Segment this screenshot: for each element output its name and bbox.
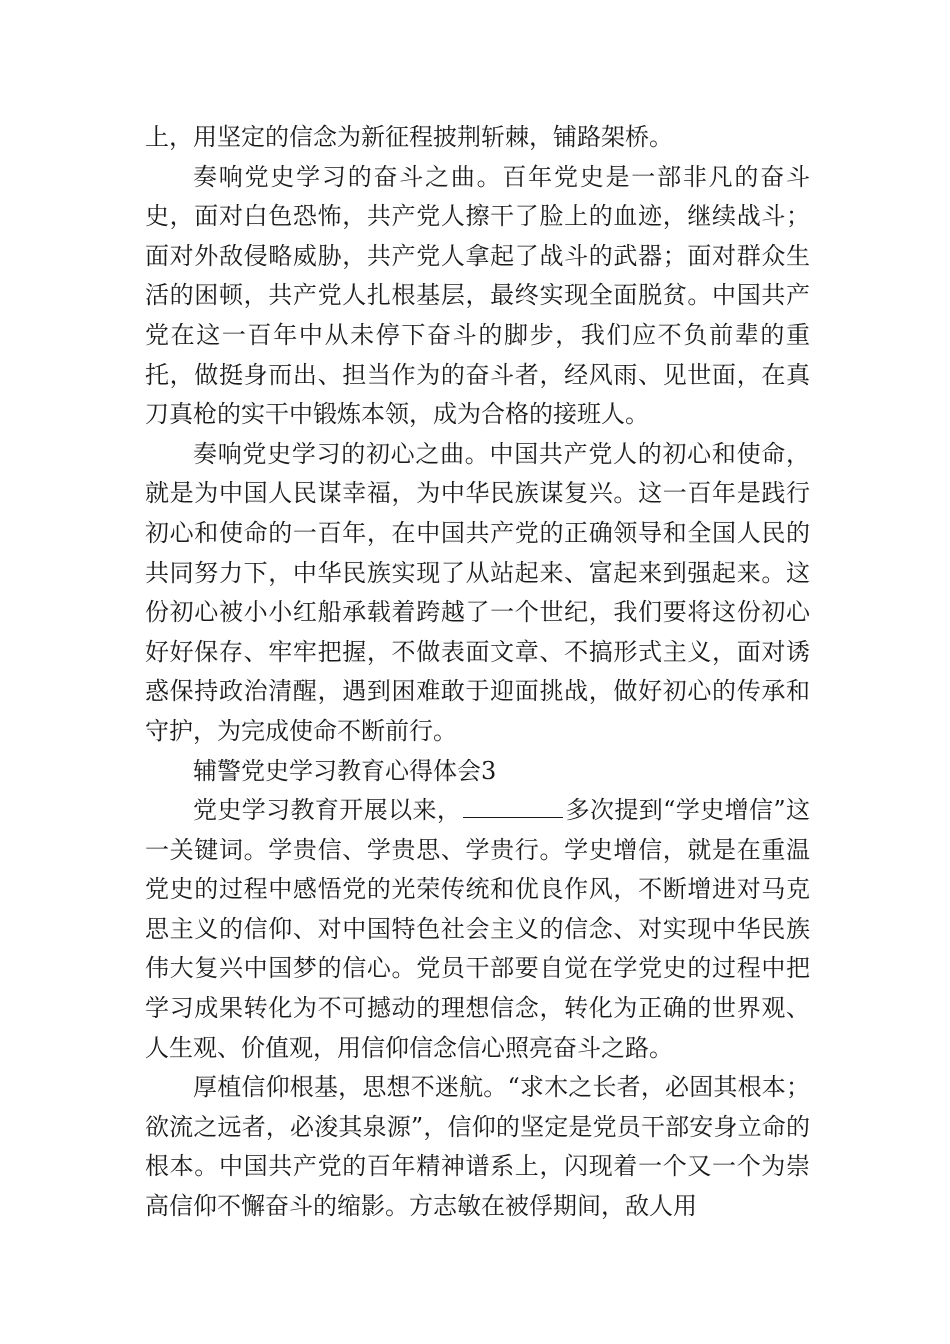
paragraph-struggle: 奏响党史学习的奋斗之曲。百年党史是一部非凡的奋斗史，面对白色恐怖，共产党人擦干了脸上的血迹，继续战斗；面对外敌侵略威胁，共产党人拿起了战斗的武器；面对群众生活的困顿，共产党人扎根基层，最终实现全面脱贫。中国共产党在这一百年中从未停下奋斗的脚步，我们应不负前辈的重托，做挺身而出、担当作为的奋斗者，经风雨、见世面，在真刀真枪的实干中锻炼本领，成为合格的接班人。 — [145, 162, 810, 429]
paragraph-learn-history-rest: 多次提到“学史增信”这一关键词。学贵信、学贵思、学贵行。学史增信，就是在重温党史的过程中感悟党的光荣传统和优良作风，不断增进对马克思主义的信仰、对中国特色社会主义的信念、对实现中华民族伟大复兴中国梦的信心。党员干部要自觉在学党史的过程中把学习成果转化为不可撼动的理想信念，转化为正确的世界观、人生观、价值观，用信仰信念信心照亮奋斗之路。 — [145, 796, 810, 1062]
paragraph-learn-history — [145, 791, 810, 1068]
document-body — [145, 118, 810, 1227]
paragraph-faith-roots: 厚植信仰根基，思想不迷航。“求木之长者，必固其根本；欲流之远者，必浚其泉源”，信仰的坚定是党员干部安身立命的根本。中国共产党的百年精神谱系上，闪现着一个又一个为崇高信仰不懈奋斗的缩影。方志敏在被俘期间，敌人用 — [145, 1073, 810, 1221]
paragraph-learn-history-start: 党史学习教育开展以来， — [193, 796, 462, 825]
paragraph-continuation: 上，用坚定的信念为新征程披荆斩棘，铺路架桥。 — [145, 123, 673, 151]
blank-underline — [463, 793, 563, 818]
paragraph-original-aspiration: 奏响党史学习的初心之曲。中国共产党人的初心和使命，就是为中国人民谋幸福，为中华民族谋复兴。这一百年是践行初心和使命的一百年，在中国共产党的正确领导和全国人民的共同努力下，中华民族实现了从站起来、富起来到强起来。这份初心被小小红船承载着跨越了一个世纪，我们要将这份初心好好保存、牢牢把握，不做表面文章、不搞形式主义，面对诱惑保持政治清醒，遇到困难敢于迎面挑战，做好初心的传承和守护，为完成使命不断前行。 — [145, 439, 810, 745]
section-heading: 辅警党史学习教育心得体会3 — [193, 756, 497, 785]
